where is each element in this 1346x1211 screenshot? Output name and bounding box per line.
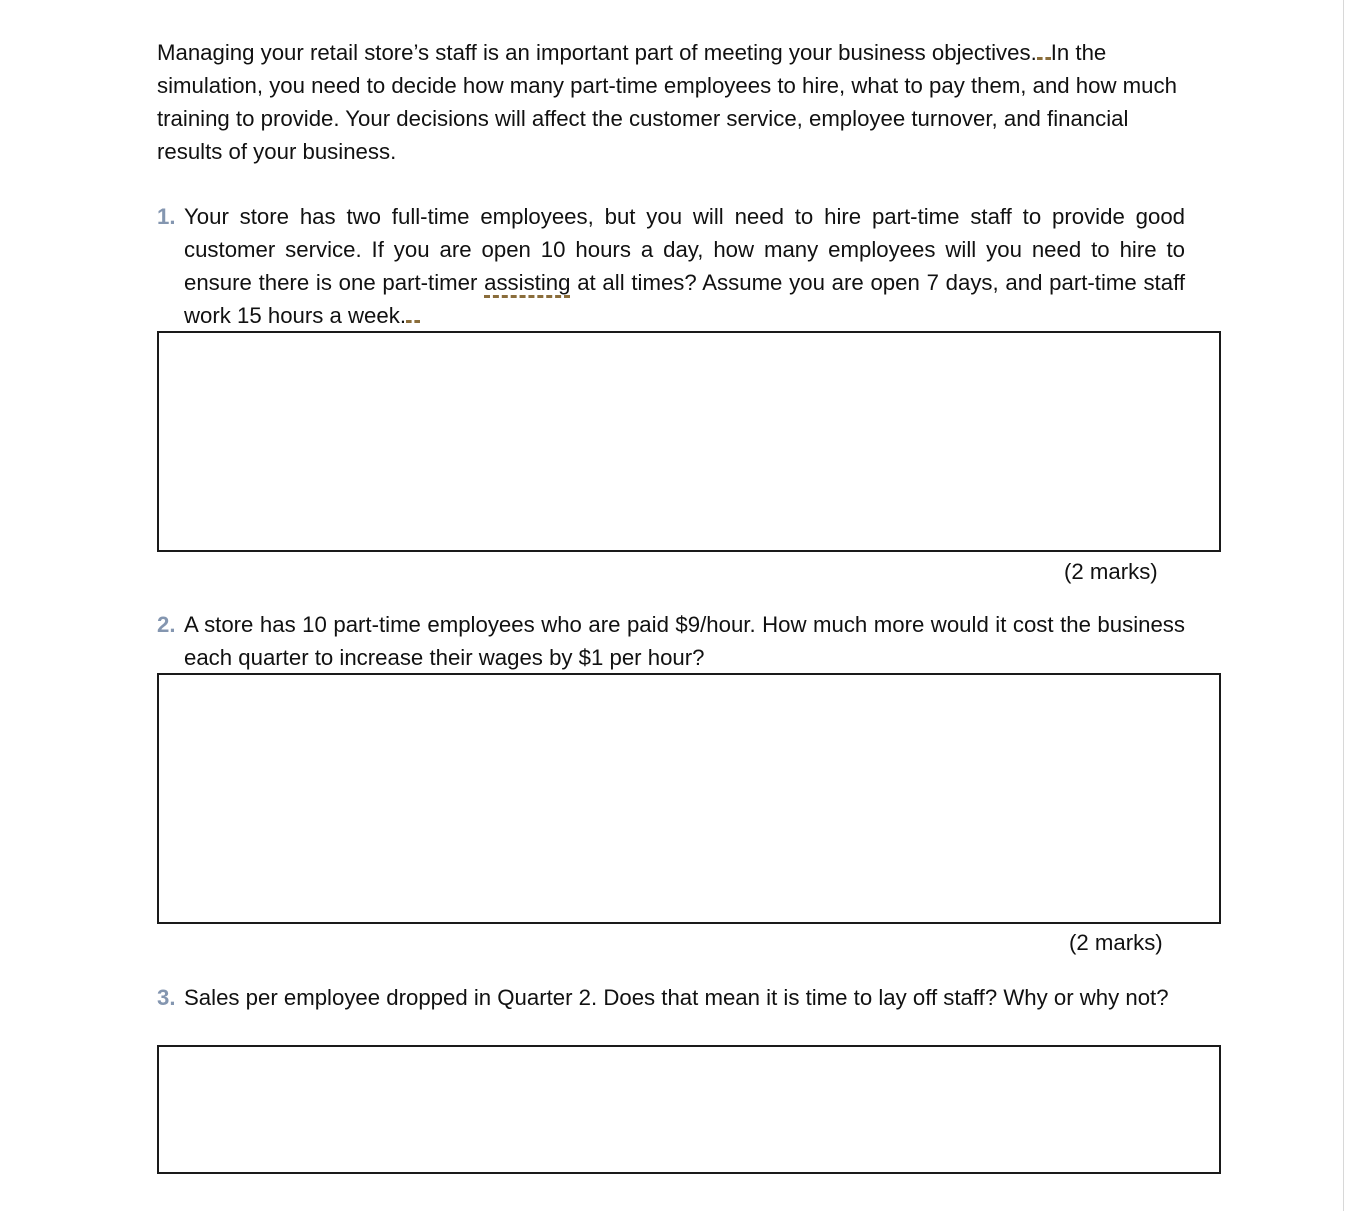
intro-paragraph [157, 36, 1187, 168]
question-2-number: 2. [157, 612, 176, 637]
grammar-flag[interactable] [406, 320, 420, 323]
flagged-word[interactable]: assisting [484, 270, 570, 298]
intro-sentence-1: Managing your retail store’s staff is an important part of meeting your business objectives. [157, 40, 1037, 65]
question-1-text-start: Your store has two full-time employees, but you will need to hire part-time staff to provide good customer service. If you are open 10 hours a day, how many employees will you need to hire to ensure there is one part-timer [184, 204, 1185, 295]
question-1-text [184, 200, 1185, 332]
question-3-answer-box[interactable] [157, 1045, 1221, 1174]
question-1-marks: (2 marks) [1064, 559, 1158, 584]
question-3-text: Sales per employee dropped in Quarter 2. Does that mean it is time to lay off staff? Why or why not? [184, 985, 1169, 1010]
question-2-answer-box[interactable] [157, 673, 1221, 924]
question-2-marks: (2 marks) [1069, 930, 1163, 955]
question-2-text: A store has 10 part-time employees who are paid $9/hour. How much more would it cost the business each quarter to increase their wages by $1 per hour? [184, 612, 1185, 670]
question-1-text-end: at all times? Assume you are open 7 days, and part-time staff work 15 hours a week. [184, 270, 1185, 328]
question-1-answer-box[interactable] [157, 331, 1221, 552]
intro-sentence-2: In the simulation, you need to decide how many part-time employees to hire, what to pay them, and how much training to provide. Your decisions will affect the customer service, employee turnover, and financial results of your business. [157, 40, 1177, 164]
question-3-number: 3. [157, 985, 176, 1010]
grammar-flag[interactable] [1037, 57, 1051, 60]
question-1-number: 1. [157, 204, 176, 229]
